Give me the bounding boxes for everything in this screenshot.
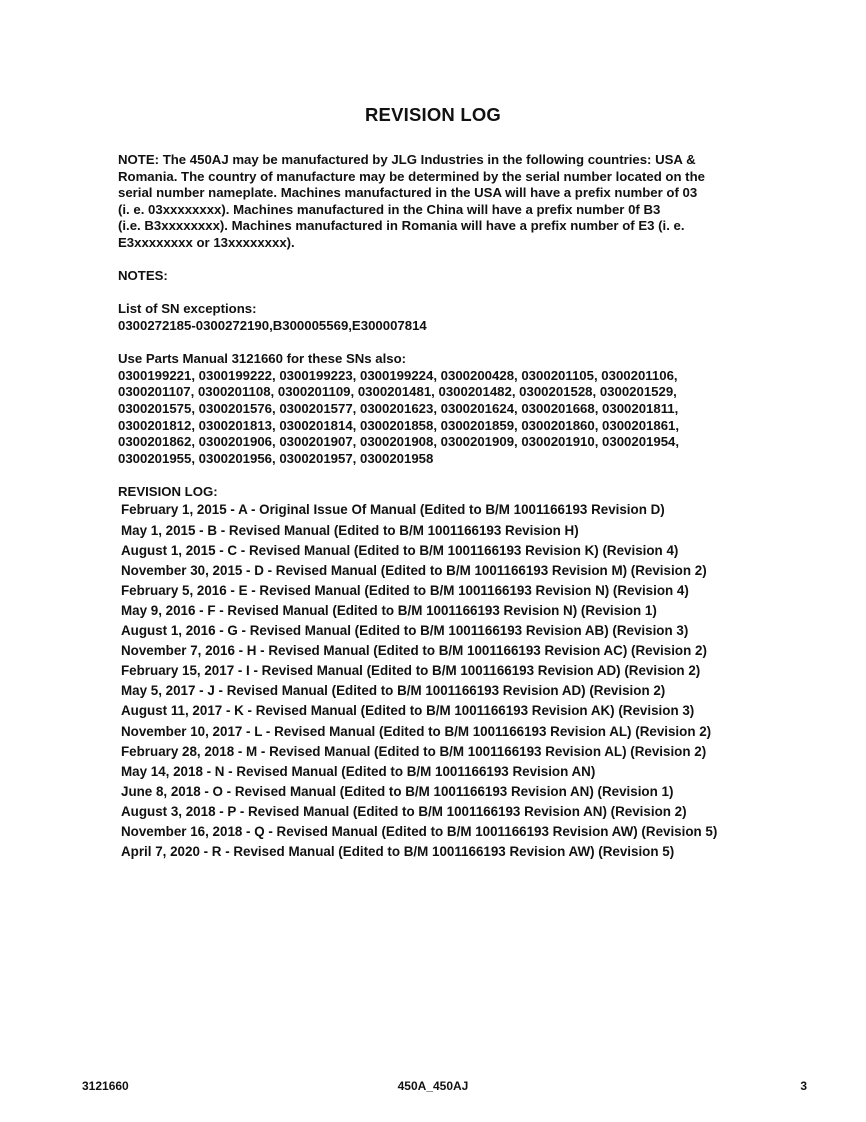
note-line: serial number nameplate. Machines manufactured in the USA will have a prefix number of 03: [118, 185, 698, 201]
note-line: Romania. The country of manufacture may be determined by the serial number located on the: [118, 168, 705, 184]
parts-manual-sn-list: [118, 368, 818, 468]
revision-entry: June 8, 2018 - O - Revised Manual (Edited to B/M 1001166193 Revision AN) (Revision 1): [121, 783, 674, 799]
note-line: E3xxxxxxxx or 13xxxxxxxx).: [118, 234, 295, 250]
sn-exceptions-value: 0300272185-0300272190,B300005569,E300007814: [118, 317, 427, 333]
parts-manual-heading: Use Parts Manual 3121660 for these SNs also:: [118, 351, 407, 367]
revision-entry: February 15, 2017 - I - Revised Manual (Edited to B/M 1001166193 Revision AD) (Revision 2): [121, 663, 701, 679]
revision-entry: May 5, 2017 - J - Revised Manual (Edited to B/M 1001166193 Revision AD) (Revision 2): [121, 683, 666, 699]
sn-list-line: 0300201575, 0300201576, 0300201577, 0300201623, 0300201624, 0300201668, 0300201811,: [118, 400, 679, 416]
revision-entry: May 1, 2015 - B - Revised Manual (Edited to B/M 1001166193 Revision H): [121, 522, 579, 538]
note-line: NOTE: The 450AJ may be manufactured by JLG Industries in the following countries: USA &: [118, 152, 696, 167]
revision-entry: August 1, 2016 - G - Revised Manual (Edited to B/M 1001166193 Revision AB) (Revision 3): [121, 623, 689, 639]
note-paragraph: [118, 152, 818, 252]
sn-list-line: 0300199221, 0300199222, 0300199223, 0300199224, 0300200428, 0300201105, 0300201106,: [118, 367, 678, 383]
footer-model: 450A_450AJ: [397, 1079, 469, 1093]
page-title: REVISION LOG: [364, 104, 502, 125]
revision-entry: November 10, 2017 - L - Revised Manual (Edited to B/M 1001166193 Revision AL) (Revision 2): [121, 723, 712, 739]
revision-log-list: [118, 500, 818, 862]
revision-entry: May 14, 2018 - N - Revised Manual (Edited to B/M 1001166193 Revision AN): [121, 763, 596, 779]
notes-heading: NOTES:: [118, 268, 168, 284]
revision-entry: November 7, 2016 - H - Revised Manual (Edited to B/M 1001166193 Revision AC) (Revision 2): [121, 643, 707, 659]
revision-entry: February 1, 2015 - A - Original Issue Of Manual (Edited to B/M 1001166193 Revision D): [121, 502, 665, 518]
note-line: (i. e. 03xxxxxxxx). Machines manufactured in the China will have a prefix number 0f B3: [118, 201, 661, 217]
revision-entry: November 16, 2018 - Q - Revised Manual (Edited to B/M 1001166193 Revision AW) (Revision 5): [121, 823, 718, 839]
sn-list-line: 0300201812, 0300201813, 0300201814, 0300201858, 0300201859, 0300201860, 0300201861,: [118, 417, 680, 433]
sn-exceptions-heading: List of SN exceptions:: [118, 301, 257, 317]
revision-entry: April 7, 2020 - R - Revised Manual (Edited to B/M 1001166193 Revision AW) (Revision 5): [121, 844, 675, 860]
sn-list-line: 0300201862, 0300201906, 0300201907, 0300201908, 0300201909, 0300201910, 0300201954,: [118, 434, 680, 450]
revision-entry: February 28, 2018 - M - Revised Manual (Edited to B/M 1001166193 Revision AL) (Revision 2): [121, 743, 707, 759]
sn-list-line: 0300201107, 0300201108, 0300201109, 0300201481, 0300201482, 0300201528, 0300201529,: [118, 384, 677, 400]
sn-list-line: 0300201955, 0300201956, 0300201957, 0300201958: [118, 450, 434, 466]
footer-manual-number: 3121660: [82, 1079, 129, 1093]
revision-entry: August 11, 2017 - K - Revised Manual (Edited to B/M 1001166193 Revision AK) (Revision 3): [121, 703, 695, 719]
document-body: [118, 152, 818, 862]
revision-entry: November 30, 2015 - D - Revised Manual (Edited to B/M 1001166193 Revision M) (Revision 2): [121, 562, 707, 578]
footer-page-number: 3: [800, 1079, 807, 1093]
note-line: (i.e. B3xxxxxxxx). Machines manufactured in Romania will have a prefix number of E3 (i. e.: [118, 218, 685, 234]
revision-entry: August 3, 2018 - P - Revised Manual (Edited to B/M 1001166193 Revision AN) (Revision 2): [121, 803, 687, 819]
revision-entry: May 9, 2016 - F - Revised Manual (Edited to B/M 1001166193 Revision N) (Revision 1): [121, 602, 657, 618]
revision-log-heading: REVISION LOG:: [118, 483, 218, 499]
revision-entry: February 5, 2016 - E - Revised Manual (Edited to B/M 1001166193 Revision N) (Revision 4): [121, 582, 689, 598]
revision-entry: August 1, 2015 - C - Revised Manual (Edited to B/M 1001166193 Revision K) (Revision 4): [121, 542, 679, 558]
